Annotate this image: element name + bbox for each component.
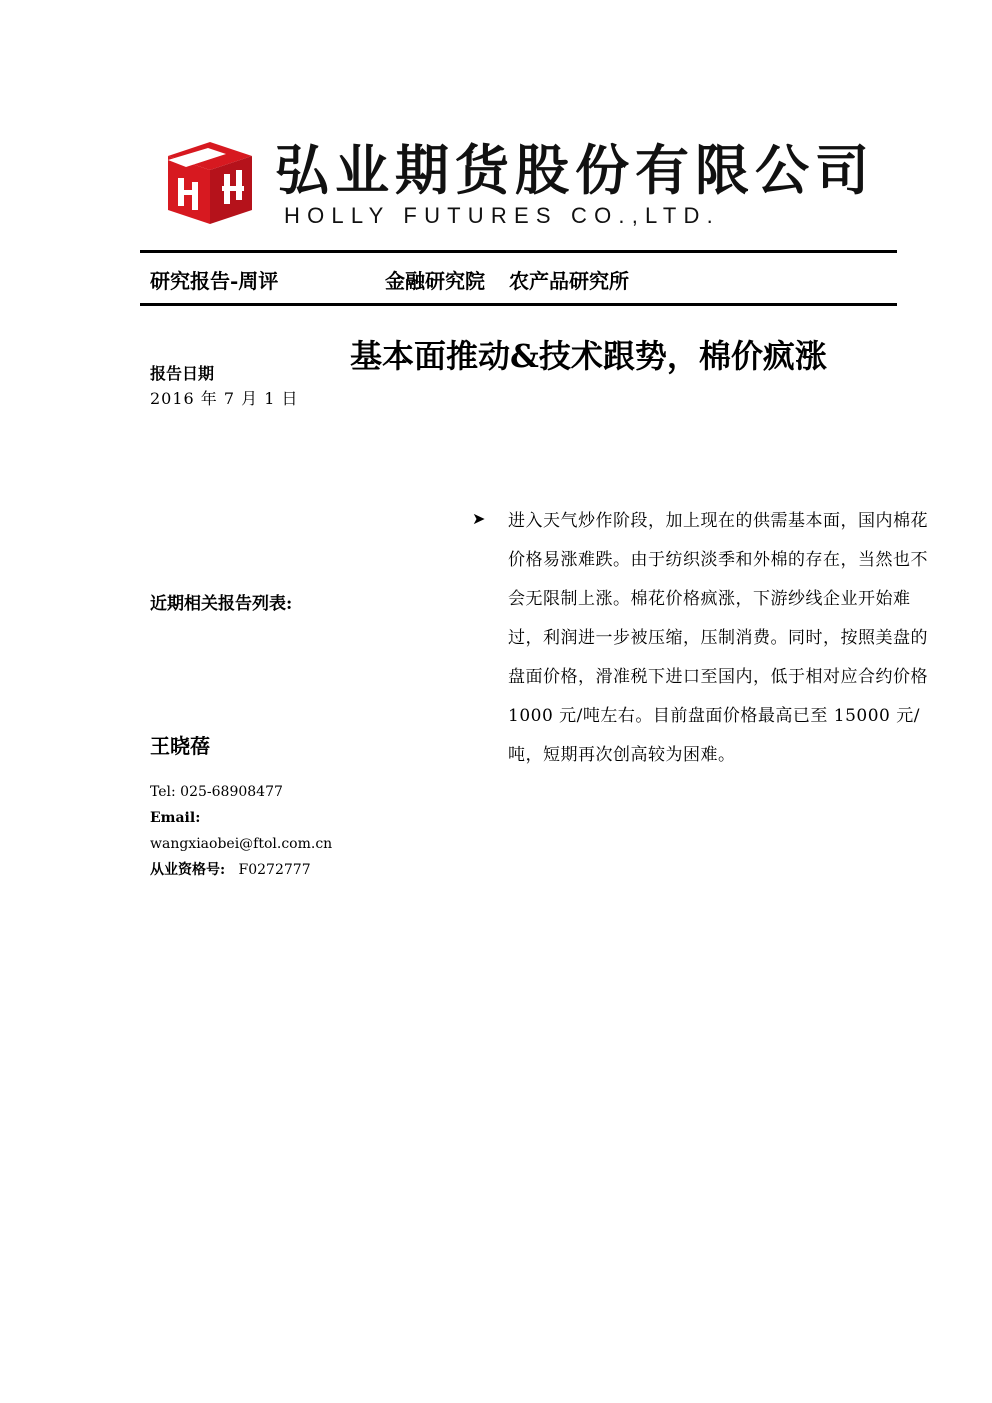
company-name-cn: 弘业期货股份有限公司 xyxy=(275,138,875,202)
license-label: 从业资格号: xyxy=(150,862,226,878)
summary-paragraph: 进入天气炒作阶段，加上现在的供需基本面，国内棉花价格易涨难跌。由于纺织淡季和外棉的存在，当然也不会无限制上涨。棉花价格疯涨，下游纱线企业开始难过，利润进一步被压缩，压制消费。同时，按照美盘的盘面价格，滑准税下进口至国内，低于相对应合约价格 1000 元/吨左右。目前盘面价格最高已至 15000 元/吨，短期再次创高较为困难。 xyxy=(508,511,928,765)
author-license xyxy=(150,857,332,883)
department-line xyxy=(385,265,629,294)
related-reports-label: 近期相关报告列表: xyxy=(150,594,293,614)
header-bottom-rule xyxy=(140,303,897,306)
author-contact xyxy=(150,779,332,883)
arrow-bullet-icon: ➤ xyxy=(472,509,486,528)
report-date-value: 2016 年 7 月 1 日 xyxy=(150,389,299,408)
company-name-en: HOLLY FUTURES CO.,LTD. xyxy=(284,203,720,228)
report-title: 基本面推动&技术跟势，棉价疯涨 xyxy=(350,337,827,375)
author-email: wangxiaobei@ftol.com.cn xyxy=(150,836,333,852)
report-type: 研究报告-周评 xyxy=(150,269,279,293)
institute-name: 金融研究院 xyxy=(385,269,485,293)
license-number: F0272777 xyxy=(238,862,311,878)
report-date-label: 报告日期 xyxy=(150,364,215,383)
header-top-rule xyxy=(140,250,897,253)
department-name: 农产品研究所 xyxy=(509,269,629,293)
author-tel: Tel: 025-68908477 xyxy=(150,784,283,800)
company-logo-icon xyxy=(168,142,252,224)
author-name: 王晓蓓 xyxy=(150,734,210,758)
author-email-label: Email: xyxy=(150,810,201,826)
